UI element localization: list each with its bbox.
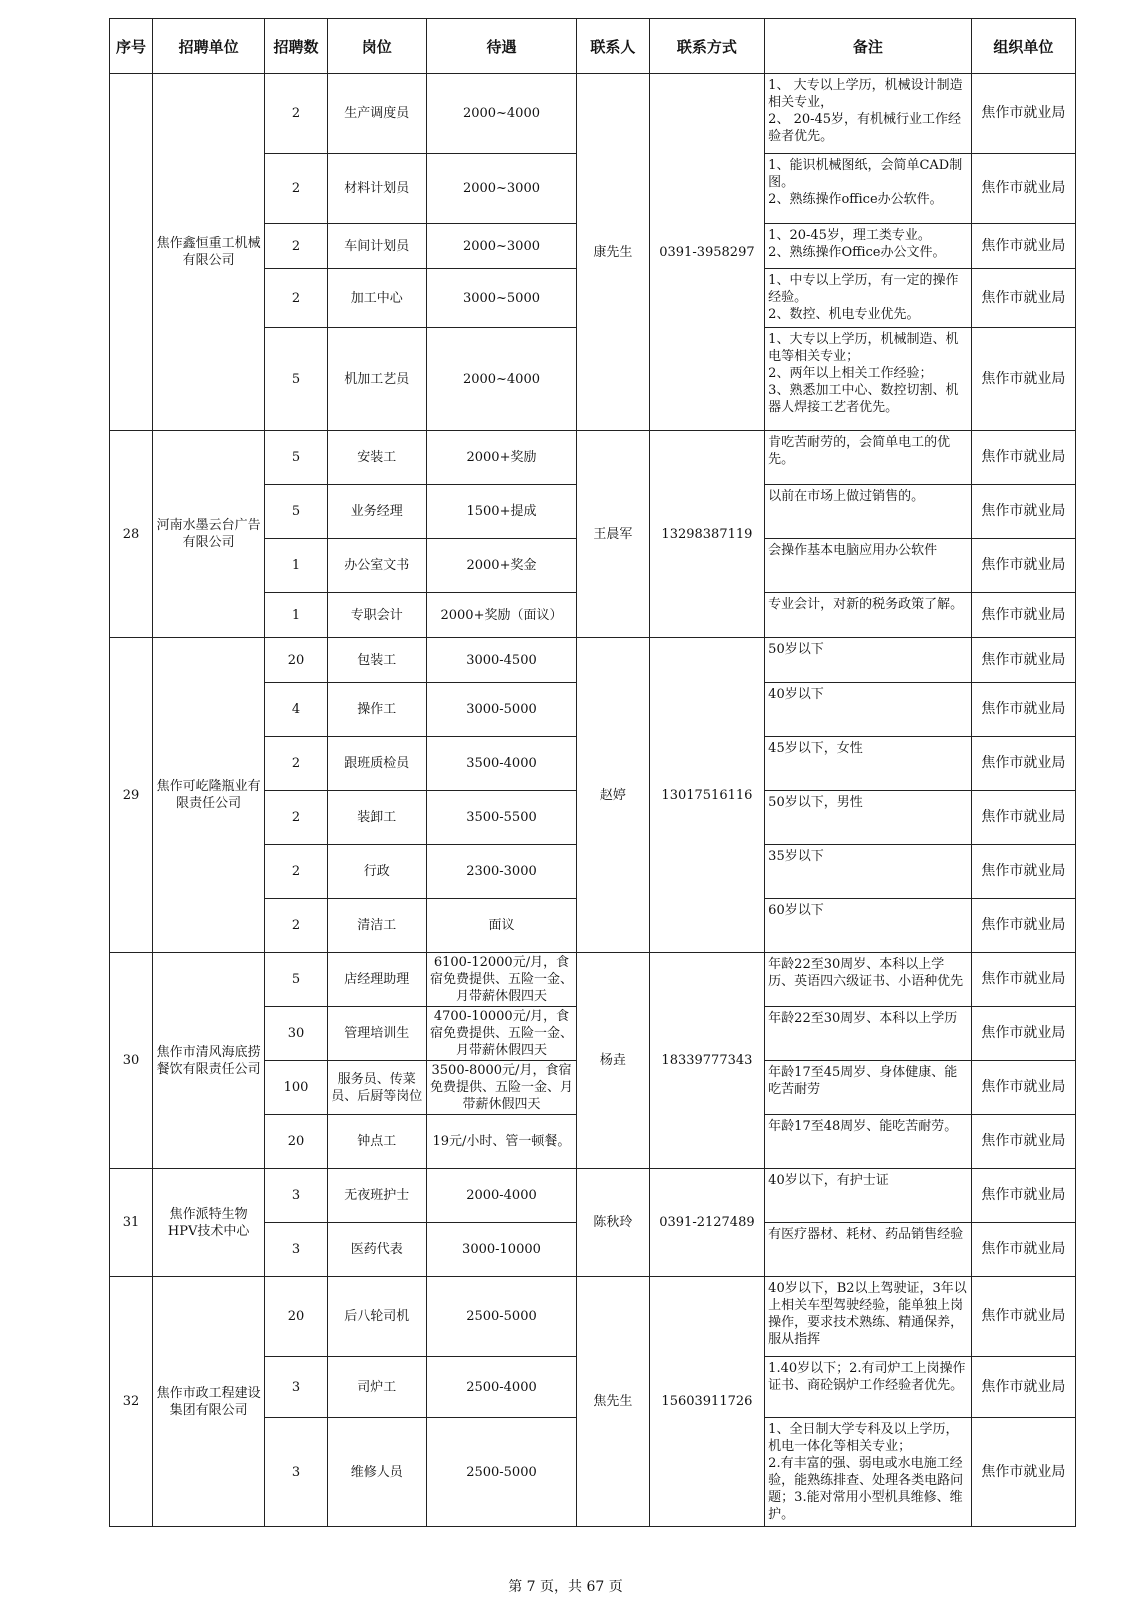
pay-cell: 2000~3000 (426, 154, 576, 224)
org-cell: 焦作市就业局 (971, 593, 1075, 638)
pay-cell: 3000-5000 (426, 683, 576, 737)
seq-cell: 30 (110, 953, 153, 1169)
post-cell: 生产调度员 (327, 74, 426, 154)
count-cell: 2 (265, 74, 327, 154)
page-footer: 第 7 页，共 67 页 (508, 1579, 623, 1595)
pay-cell: 1500+提成 (426, 485, 576, 539)
note-cell: 1、中专以上学历，有一定的操作经验。 2、数控、机电专业优先。 (765, 269, 971, 328)
pay-cell: 2000+奖金 (426, 539, 576, 593)
post-cell: 无夜班护士 (327, 1169, 426, 1223)
post-cell: 店经理助理 (327, 953, 426, 1007)
pay-cell: 2000+奖励（面议） (426, 593, 576, 638)
pay-cell: 2000~4000 (426, 328, 576, 431)
post-cell: 材料计划员 (327, 154, 426, 224)
post-cell: 办公室文书 (327, 539, 426, 593)
unit-cell: 焦作鑫恒重工机械有限公司 (152, 74, 264, 431)
org-cell: 焦作市就业局 (971, 269, 1075, 328)
unit-cell: 焦作市政工程建设集团有限公司 (152, 1277, 264, 1527)
pay-cell: 2000~4000 (426, 74, 576, 154)
post-cell: 安装工 (327, 431, 426, 485)
post-cell: 车间计划员 (327, 224, 426, 269)
post-cell: 清洁工 (327, 899, 426, 953)
post-cell: 后八轮司机 (327, 1277, 426, 1357)
pay-cell: 3500-4000 (426, 737, 576, 791)
pay-cell: 3500-8000元/月，食宿免费提供、五险一金、月带薪休假四天 (426, 1061, 576, 1115)
unit-cell: 焦作派特生物HPV技术中心 (152, 1169, 264, 1277)
note-cell: 肯吃苦耐劳的，会简单电工的优先。 (765, 431, 971, 485)
org-cell: 焦作市就业局 (971, 1223, 1075, 1277)
phone-cell: 15603911726 (649, 1277, 765, 1527)
post-cell: 包装工 (327, 638, 426, 683)
count-cell: 2 (265, 269, 327, 328)
pay-cell: 4700-10000元/月，食宿免费提供、五险一金、月带薪休假四天 (426, 1007, 576, 1061)
note-cell: 年龄17至45周岁、身体健康、能吃苦耐劳 (765, 1061, 971, 1115)
count-cell: 3 (265, 1169, 327, 1223)
note-cell: 50岁以下 (765, 638, 971, 683)
note-cell: 1、全日制大学专科及以上学历，机电一体化等相关专业； 2.有丰富的强、弱电或水电施工经验，能熟练排查、处理各类电路问题；3.能对常用小型机具维修、维护。 (765, 1418, 971, 1527)
count-cell: 4 (265, 683, 327, 737)
org-cell: 焦作市就业局 (971, 485, 1075, 539)
seq-cell (110, 74, 153, 431)
phone-cell: 13017516116 (649, 638, 765, 953)
header-row (110, 19, 1076, 74)
post-cell: 服务员、传菜员、后厨等岗位 (327, 1061, 426, 1115)
org-cell: 焦作市就业局 (971, 1357, 1075, 1418)
org-cell: 焦作市就业局 (971, 1061, 1075, 1115)
count-cell: 3 (265, 1418, 327, 1527)
pay-cell: 2500-4000 (426, 1357, 576, 1418)
note-cell: 年龄22至30周岁、本科以上学历 (765, 1007, 971, 1061)
recruitment-table (109, 18, 1076, 1527)
note-cell: 会操作基本电脑应用办公软件 (765, 539, 971, 593)
note-cell: 1.40岁以下；2.有司炉工上岗操作证书、商砼锅炉工作经验者优先。 (765, 1357, 971, 1418)
pay-cell: 2300-3000 (426, 845, 576, 899)
unit-cell: 焦作可屹隆瓶业有限责任公司 (152, 638, 264, 953)
count-cell: 2 (265, 791, 327, 845)
org-cell: 焦作市就业局 (971, 845, 1075, 899)
table-row (110, 431, 1076, 485)
pay-cell: 面议 (426, 899, 576, 953)
org-cell: 焦作市就业局 (971, 1277, 1075, 1357)
header-seq: 序号 (110, 19, 153, 74)
note-cell: 年龄22至30周岁、本科以上学历、英语四六级证书、小语种优先 (765, 953, 971, 1007)
org-cell: 焦作市就业局 (971, 899, 1075, 953)
pay-cell: 3000-4500 (426, 638, 576, 683)
note-cell: 45岁以下，女性 (765, 737, 971, 791)
phone-cell: 0391-3958297 (649, 74, 765, 431)
count-cell: 2 (265, 845, 327, 899)
post-cell: 跟班质检员 (327, 737, 426, 791)
post-cell: 管理培训生 (327, 1007, 426, 1061)
note-cell: 35岁以下 (765, 845, 971, 899)
org-cell: 焦作市就业局 (971, 737, 1075, 791)
count-cell: 20 (265, 638, 327, 683)
note-cell: 有医疗器材、耗材、药品销售经验 (765, 1223, 971, 1277)
contact-cell: 焦先生 (577, 1277, 650, 1527)
org-cell: 焦作市就业局 (971, 1169, 1075, 1223)
org-cell: 焦作市就业局 (971, 539, 1075, 593)
header-count: 招聘数 (265, 19, 327, 74)
org-cell: 焦作市就业局 (971, 1115, 1075, 1169)
table-row (110, 74, 1076, 154)
unit-cell: 焦作市清风海底捞餐饮有限责任公司 (152, 953, 264, 1169)
count-cell: 1 (265, 593, 327, 638)
seq-cell: 29 (110, 638, 153, 953)
note-cell: 50岁以下，男性 (765, 791, 971, 845)
post-cell: 钟点工 (327, 1115, 426, 1169)
pay-cell: 19元/小时、管一顿餐。 (426, 1115, 576, 1169)
post-cell: 维修人员 (327, 1418, 426, 1527)
org-cell: 焦作市就业局 (971, 953, 1075, 1007)
post-cell: 专职会计 (327, 593, 426, 638)
pay-cell: 2500-5000 (426, 1277, 576, 1357)
count-cell: 3 (265, 1223, 327, 1277)
note-cell: 40岁以下 (765, 683, 971, 737)
org-cell: 焦作市就业局 (971, 154, 1075, 224)
note-cell: 1、20-45岁，理工类专业。 2、熟练操作Office办公文件。 (765, 224, 971, 269)
note-cell: 1、大专以上学历，机械制造、机电等相关专业； 2、两年以上相关工作经验； 3、熟悉加工中心、数控切割、机器人焊接工艺者优先。 (765, 328, 971, 431)
count-cell: 2 (265, 224, 327, 269)
count-cell: 5 (265, 328, 327, 431)
pay-cell: 2000~3000 (426, 224, 576, 269)
phone-cell: 0391-2127489 (649, 1169, 765, 1277)
org-cell: 焦作市就业局 (971, 74, 1075, 154)
pay-cell: 3500-5500 (426, 791, 576, 845)
pay-cell: 6100-12000元/月，食宿免费提供、五险一金、月带薪休假四天 (426, 953, 576, 1007)
org-cell: 焦作市就业局 (971, 328, 1075, 431)
contact-cell: 康先生 (577, 74, 650, 431)
header-post: 岗位 (327, 19, 426, 74)
post-cell: 司炉工 (327, 1357, 426, 1418)
count-cell: 5 (265, 953, 327, 1007)
phone-cell: 18339777343 (649, 953, 765, 1169)
note-cell: 1、 大专以上学历，机械设计制造相关专业， 2、 20-45岁，有机械行业工作经验者优先。 (765, 74, 971, 154)
pay-cell: 2000-4000 (426, 1169, 576, 1223)
header-contact: 联系人 (577, 19, 650, 74)
count-cell: 2 (265, 154, 327, 224)
contact-cell: 王晨军 (577, 431, 650, 638)
header-pay: 待遇 (426, 19, 576, 74)
note-cell: 60岁以下 (765, 899, 971, 953)
post-cell: 装卸工 (327, 791, 426, 845)
seq-cell: 32 (110, 1277, 153, 1527)
post-cell: 行政 (327, 845, 426, 899)
post-cell: 操作工 (327, 683, 426, 737)
note-cell: 专业会计，对新的税务政策了解。 (765, 593, 971, 638)
pay-cell: 2500-5000 (426, 1418, 576, 1527)
phone-cell: 13298387119 (649, 431, 765, 638)
seq-cell: 31 (110, 1169, 153, 1277)
post-cell: 业务经理 (327, 485, 426, 539)
post-cell: 加工中心 (327, 269, 426, 328)
pay-cell: 3000-10000 (426, 1223, 576, 1277)
unit-cell: 河南水墨云台广告有限公司 (152, 431, 264, 638)
org-cell: 焦作市就业局 (971, 638, 1075, 683)
count-cell: 20 (265, 1277, 327, 1357)
count-cell: 20 (265, 1115, 327, 1169)
org-cell: 焦作市就业局 (971, 224, 1075, 269)
contact-cell: 陈秋玲 (577, 1169, 650, 1277)
contact-cell: 赵婷 (577, 638, 650, 953)
note-cell: 以前在市场上做过销售的。 (765, 485, 971, 539)
table-row (110, 1277, 1076, 1357)
header-note: 备注 (765, 19, 971, 74)
header-org: 组织单位 (971, 19, 1075, 74)
post-cell: 医药代表 (327, 1223, 426, 1277)
note-cell: 40岁以下，有护士证 (765, 1169, 971, 1223)
note-cell: 1、能识机械图纸，会简单CAD制图。 2、熟练操作office办公软件。 (765, 154, 971, 224)
count-cell: 2 (265, 737, 327, 791)
org-cell: 焦作市就业局 (971, 431, 1075, 485)
header-unit: 招聘单位 (152, 19, 264, 74)
count-cell: 2 (265, 899, 327, 953)
org-cell: 焦作市就业局 (971, 1418, 1075, 1527)
count-cell: 3 (265, 1357, 327, 1418)
table-row (110, 953, 1076, 1007)
note-cell: 年龄17至48周岁、能吃苦耐劳。 (765, 1115, 971, 1169)
contact-cell: 杨垚 (577, 953, 650, 1169)
count-cell: 1 (265, 539, 327, 593)
table-row (110, 638, 1076, 683)
post-cell: 机加工艺员 (327, 328, 426, 431)
seq-cell: 28 (110, 431, 153, 638)
count-cell: 5 (265, 431, 327, 485)
count-cell: 5 (265, 485, 327, 539)
count-cell: 100 (265, 1061, 327, 1115)
pay-cell: 2000+奖励 (426, 431, 576, 485)
org-cell: 焦作市就业局 (971, 683, 1075, 737)
pay-cell: 3000~5000 (426, 269, 576, 328)
org-cell: 焦作市就业局 (971, 791, 1075, 845)
count-cell: 30 (265, 1007, 327, 1061)
org-cell: 焦作市就业局 (971, 1007, 1075, 1061)
table-row (110, 1169, 1076, 1223)
note-cell: 40岁以下，B2以上驾驶证，3年以上相关车型驾驶经验，能单独上岗操作，要求技术熟练、精通保养，服从指挥 (765, 1277, 971, 1357)
header-phone: 联系方式 (649, 19, 765, 74)
